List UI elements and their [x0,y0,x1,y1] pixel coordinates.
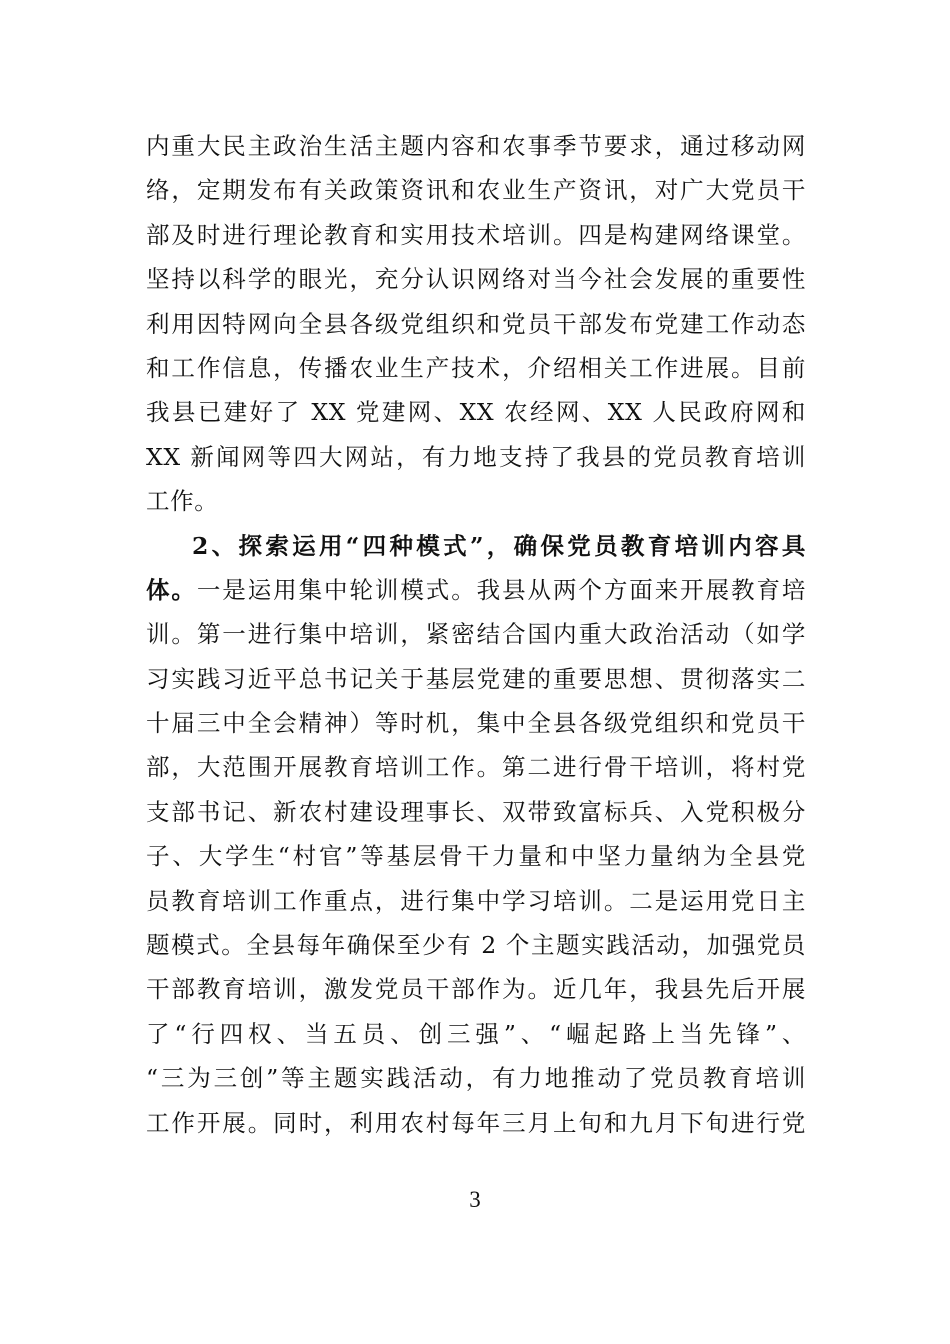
text-line: 十届三中全会精神）等时机，集中全县各级党组织和党员干 [146,709,806,738]
text-line: 我县已建好了 XX 党建网、XX 农经网、XX 人民政府网和 [146,398,806,427]
text-line-mixed [146,568,806,612]
text-line: 络，定期发布有关政策资讯和农业生产资讯，对广大党员干 [146,176,806,205]
text-line: 和工作信息，传播农业生产技术，介绍相关工作进展。目前 [146,353,806,382]
text-line: 了“行四权、当五员、创三强”、“崛起路上当先锋”、 [146,1019,806,1048]
text-line: 利用因特网向全县各级党组织和党员干部发布党建工作动态 [146,309,806,338]
text-line: 部，大范围开展教育培训工作。第二进行骨干培训，将村党 [146,753,806,782]
text-line: 训。第一进行集中培训，紧密结合国内重大政治活动（如学 [146,620,806,649]
text-line: 习实践习近平总书记关于基层党建的重要思想、贯彻落实二 [146,664,806,693]
text-line: 干部教育培训，激发党员干部作为。近几年，我县先后开展 [146,975,806,1004]
text-line: 员教育培训工作重点，进行集中学习培训。二是运用党日主 [146,886,806,915]
page-number: 3 [469,1187,481,1212]
text-line: 子、大学生“村官”等基层骨干力量和中坚力量纳为全县党 [146,842,806,871]
paragraph-four-modes [146,524,806,1145]
text-line: 部及时进行理论教育和实用技术培训。四是构建网络课堂。 [146,220,806,249]
text-line: 内重大民主政治生活主题内容和农事季节要求，通过移动网 [146,132,806,160]
document-page [146,124,806,1145]
text-line: 题模式。全县每年确保至少有 2 个主题实践活动，加强党员 [146,931,806,960]
text-line: “三为三创”等主题实践活动，有力地推动了党员教育培训 [146,1064,806,1093]
paragraph-network-platforms [146,124,806,524]
text-line: 工作开展。同时，利用农村每年三月上旬和九月下旬进行党 [146,1108,806,1137]
section-heading-end: 体。 [146,575,197,604]
text-line-last: 工作。 [146,487,219,516]
text-line: 坚持以科学的眼光，充分认识网络对当今社会发展的重要性 [146,265,806,294]
section-heading: 2、探索运用“四种模式”，确保党员教育培训内容具 [192,531,806,560]
text-line: 支部书记、新农村建设理事长、双带致富标兵、入党积极分 [146,797,806,826]
text-line: XX 新闻网等四大网站，有力地支持了我县的党员教育培训 [146,442,806,471]
text-run: 一是运用集中轮训模式。我县从两个方面来开展教育培 [196,575,806,604]
